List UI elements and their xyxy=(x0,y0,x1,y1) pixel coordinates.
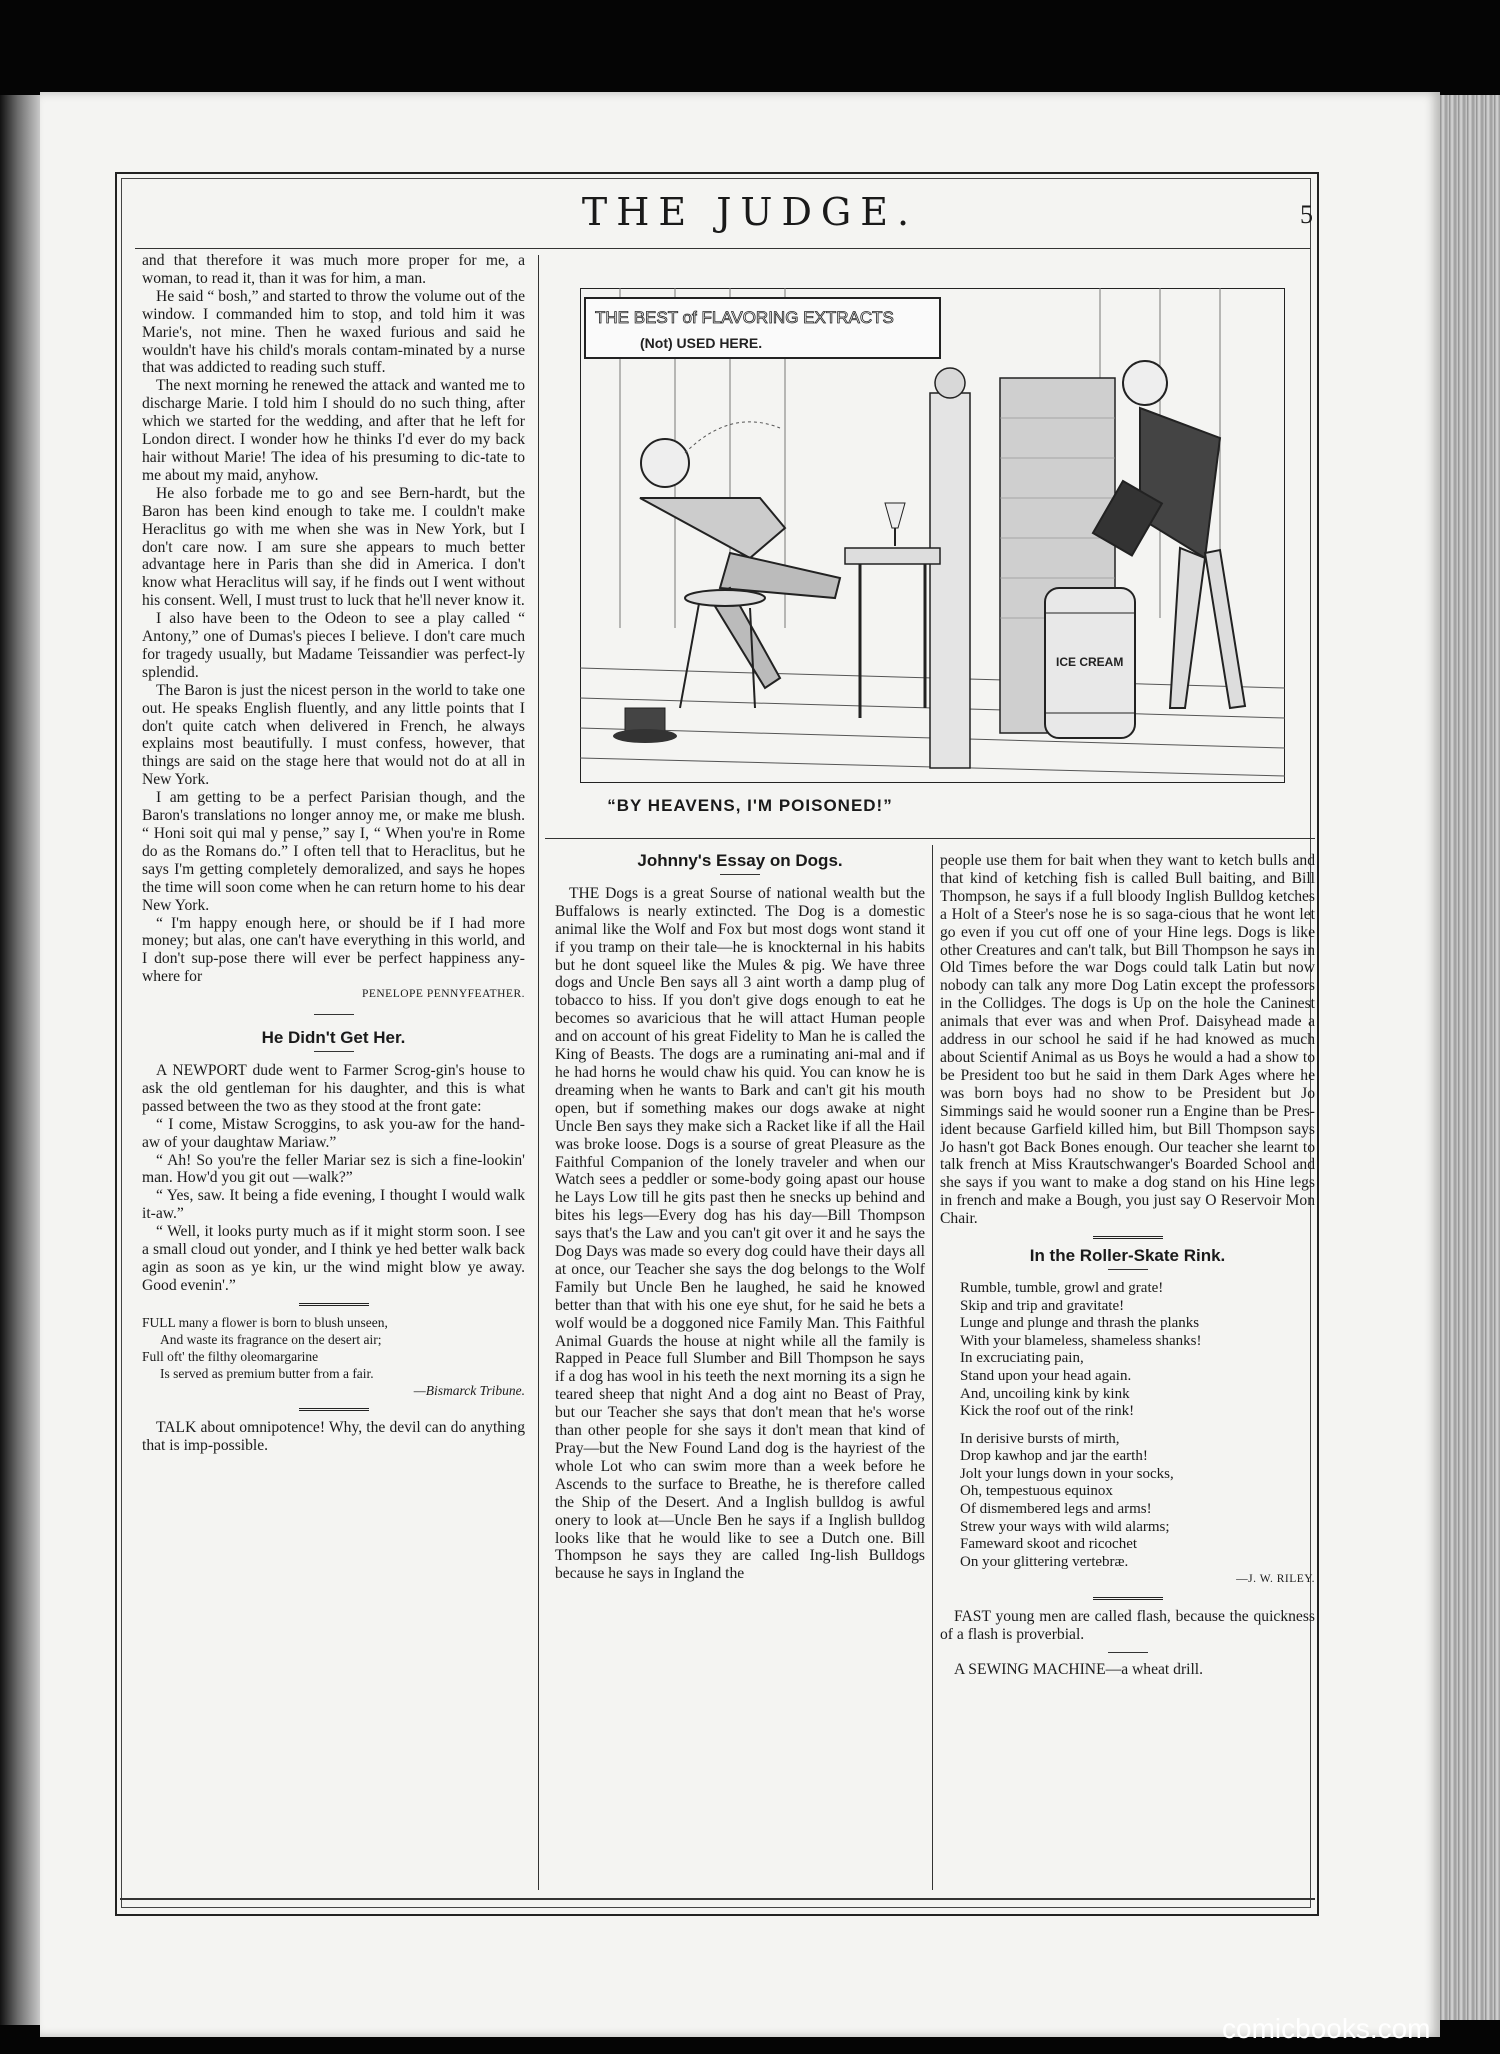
poem-line: Of dismembered legs and arms! xyxy=(960,1501,1152,1518)
poem-line: In derisive bursts of mirth, xyxy=(960,1430,1120,1447)
masthead-title: THE JUDGE. xyxy=(581,190,919,234)
verse-line: FULL many a flower is born to blush unseen, xyxy=(142,1314,388,1330)
col1-paragraph: I am getting to be a perfect Parisian though, and the Baron's translations no longer annoy me, or make me blush. “ Honi soit qui mal y pense,” say I, “ When you're in Rome do as the Romans do.” I often tell that to Heraclitus, but he says I'm getting completely demoralized, and says he hopes the time will soon come when he can return home to his dear New York. xyxy=(142,789,525,914)
column-1 xyxy=(142,252,525,1454)
watermark-text: comicbooks.com xyxy=(1222,2013,1431,2044)
double-rule xyxy=(299,1303,369,1306)
short-rule xyxy=(1108,1269,1148,1270)
signature: PENELOPE PENNYFEATHER. xyxy=(361,988,525,1001)
short-rule xyxy=(1108,1652,1148,1653)
story-paragraph: A NEWPORT dude went to Farmer Scrog-gin's house to ask the old gentleman for his daughter, and this is what passed between the two as they stood at the front gate: xyxy=(142,1061,525,1115)
short-rule xyxy=(314,1014,354,1015)
heading-he-didnt-get-her: He Didn't Get Her. xyxy=(261,1028,406,1048)
heading-johnnys-essay: Johnny's Essay on Dogs. xyxy=(637,851,843,870)
verse-block xyxy=(142,1314,525,1382)
poem-line: On your glittering vertebræ. xyxy=(960,1553,1129,1570)
page-stack-edge xyxy=(1440,95,1500,2020)
col1-paragraph: He also forbade me to go and see Bern-hardt, but the Baron has been kind enough to take me. I couldn't make Heraclitus go with me when she was in New York, but I don't care now. I am sure she appears to much better advantage here in Paris than she did in America. I don't know what Heraclitus will say, if he finds out I went without his consent. Well, I must trust to luck that he'll never know it. xyxy=(142,484,525,610)
illustration-bottom-rule xyxy=(545,838,1315,839)
poem-line: And, uncoiling kink by kink xyxy=(960,1385,1130,1402)
col1-paragraph: The next morning he renewed the attack and wanted me to discharge Marie. I told him I should do no such thing, after which we started for the wedding, and after that he left for London direct. I wonder how he thinks I'd ever do my back hair without Marie! The idea of his presuming to dic-tate to me about my maid, anyhow. xyxy=(142,377,525,484)
illustration-caption: “BY HEAVENS, I'M POISONED!” xyxy=(607,796,893,815)
poem-line: Fameward skoot and ricochet xyxy=(960,1536,1138,1553)
sign-text-line1: THE BEST of FLAVORING EXTRACTS xyxy=(595,308,894,327)
short-rule xyxy=(314,1051,354,1052)
poem-line: With your blameless, shameless shanks! xyxy=(960,1332,1202,1349)
poem-line: Lunge and plunge and thrash the planks xyxy=(960,1315,1200,1332)
column-2 xyxy=(555,852,925,1583)
col1-paragraph: “ I'm happy enough here, or should be if I had more money; but alas, one can't have everything in this world, and I don't sup-pose there will ever be perfect happiness any-where for xyxy=(142,914,525,986)
sign-text-line2: (Not) USED HERE. xyxy=(640,335,763,351)
story-paragraph: “ I come, Mistaw Scroggins, to ask you-aw for the hand-aw of your daughtaw Mariaw.” xyxy=(142,1115,525,1151)
cartoon-illustration xyxy=(580,288,1285,783)
page-number: 5 xyxy=(1300,200,1313,229)
col1-paragraph: The Baron is just the nicest person in the world to take one out. He speaks English fluently, and any little points that I don't quite catch when delivered in French, he always explains most beautifully. I must confess, however, that things are said on the stage here that would not do at all in New York. xyxy=(142,681,525,789)
poem-line: In excruciating pain, xyxy=(960,1350,1084,1367)
double-rule xyxy=(1093,1597,1163,1600)
poem-stanza-1 xyxy=(940,1280,1315,1421)
double-rule xyxy=(299,1408,369,1411)
short-rule xyxy=(720,874,760,875)
story-paragraph: “ Well, it looks purty much as if it might storm soon. I see a small cloud out yonder, and I think ye hed better walk back agin as soon as ye kin, ur the wind might blow ye away. Good evenin'.” xyxy=(142,1223,525,1294)
poem-line: Skip and trip and gravitate! xyxy=(960,1297,1125,1314)
col1-paragraph: I also have been to the Odeon to see a play called “ Antony,” one of Dumas's pieces I believe. I don't care much for tragedy usually, but Madame Teissandier was perfect-ly splendid. xyxy=(142,610,525,681)
poem-line: Jolt your lungs down in your socks, xyxy=(960,1465,1174,1482)
poem-line: Kick the roof out of the rink! xyxy=(960,1403,1135,1420)
column-divider xyxy=(538,255,539,1890)
poem-credit: —J. W. RILEY. xyxy=(1236,1573,1315,1586)
col1-paragraph: and that therefore it was much more proper for me, a woman, to read it, than it was for him, a man. xyxy=(142,252,525,287)
poem-stanza-2 xyxy=(940,1431,1315,1572)
heading-roller-skate-rink: In the Roller-Skate Rink. xyxy=(1029,1246,1226,1266)
story-paragraph: “ Ah! So you're the feller Mariar sez is sich a fine-lookin' man. How'd you git out —walk?” xyxy=(142,1151,525,1187)
col1-paragraph: He said “ bosh,” and started to throw the volume out of the window. I commanded him to stop, and told him it was Marie's, not mine. Then he waxed furious and said he wouldn't have his child's morals contam-minated by a nurse that was addicted to reading such stuff. xyxy=(142,287,525,377)
column-divider xyxy=(932,845,933,1890)
book-left-edge xyxy=(0,95,40,2025)
joke-paragraph: FAST young men are called flash, because the quickness of a flash is proverbial. xyxy=(940,1608,1315,1644)
masthead-rule xyxy=(135,248,1310,249)
poem-line: Oh, tempestuous equinox xyxy=(960,1483,1113,1500)
poem-line: Strew your ways with wild alarms; xyxy=(960,1518,1170,1535)
poem-line: Rumble, tumble, growl and grate! xyxy=(960,1279,1164,1296)
page-bottom-rule xyxy=(120,1898,1315,1900)
verse-credit: —Bismarck Tribune. xyxy=(413,1382,525,1398)
poem-line: Stand upon your head again. xyxy=(960,1367,1132,1384)
essay-text: THE Dogs is a great Sourse of national wealth but the Buffalows is nearly extincted. The Dog is a domestic animal like the Wolf and Fox but most dogs wont stand it if you tramp on their tale—he is knockternal in his habits but he dont squeel like the Mules & pig. We have three dogs and Uncle Ben says all 3 aint worth a damp plug of tobacco to hiss. If you don't give dogs enough to eat he becomes so avaricious that he will attact Human people and on account of his great Fidelity to Man he is called the King of Beasts. The dogs are a ruminating ani-mal and if he had horns he would chaw his quid. You can know he is dreaming when he wants to Bark and can't git his mouth open, but if something makes our dogs awake at night Uncle Ben says they make sich a Racket like if all the Hail was broke loose. Dogs is a sourse of great Pleasure as the Faithful Companion of the lonely traveler and when our Watch sees a peddler or some-body going apast our house he Lays Low till he gits past then he snecks up behind and bites his legs—Every dog has his day—Bill Thompson says that's the Law and you can't git over it and he says the Dog Days was made so every dog could have their days all at once, our Teacher she says the dog belongs to the Wolf Family but Uncle Ben he laughed, he said he knowed better than that with his one eye shut, for he said he bets a wolf would be a doggoned nice Family Man. This Faithful Animal Guards the house at night while all the family is Rapped in Peace full Slumber and Bill Thompson he says if a dog has wool in his teeth the next morning its a sign he teared sheep that night And a dog aint no Beast of Pray, but our Teacher she says that don't mean that he's worse than other people for she says it don't mean that kind of Pray—but the New Found Land dog is the hayriest of the whole Lot who can swim more than a week before he Ascends to the surface to Breathe, he is therefore called the Ship of the Desert. And a Inglish bulldog is awful onery to look at—Uncle Ben he says if a Inglish bulldog looks like that he would like to see a Dutch one. Bill Thompson he says they are called Ing-lish Bulldogs because he says in Ingland the xyxy=(555,884,925,1583)
column-3 xyxy=(940,852,1315,1679)
barrel-label: ICE CREAM xyxy=(1056,655,1124,669)
poem-line: Drop kawhop and jar the earth! xyxy=(960,1448,1148,1465)
essay-continuation: people use them for bait when they want to ketch bulls and that kind of ketching fish is called Bull baiting, and Bill Thompson, he says if a full bloody Inglish Bulldog ketches a Holt of a Steer's nose he is so saga-cious that he wont let go even if you cut off one of your Hine legs. Dogs is like other Creatures and can't talk, but Bill Thompson he says in Old Times before the war Dogs could talk Latin but now nobody can talk any more Dog Latin except the professors in the Collidges. The dogs is Up on the hole the Caninest animals that ever was and when Prof. Daisyhead made a address in our school he said if he had knowed as much about Scientif Animal as us Boys he would a had a show to be President too but he said in them Dark Ages where he was born boys had no show to be President but Jo Simmings said he would sooner run a Engine than be Pres-ident because Garfield killed him, but Bill Thompson says Jo hasn't got Back Bones enough. Our teacher she learnt to talk french at Miss Krautschwanger's Boarded School and she says if you want to make a dog stand on his Hine legs in french and make a Bough, you just say O Reservoir Mon Chair. xyxy=(940,852,1315,1228)
verse-line: Full oft' the filthy oleomargarine xyxy=(142,1348,319,1364)
closing-paragraph: TALK about omnipotence! Why, the devil can do anything that is imp-possible. xyxy=(142,1418,525,1454)
story-paragraph: “ Yes, saw. It being a fide evening, I thought I would walk it-aw.” xyxy=(142,1187,525,1223)
double-rule xyxy=(1093,1236,1163,1239)
verse-line: And waste its fragrance on the desert air; xyxy=(160,1331,382,1347)
joke-paragraph: A SEWING MACHINE—a wheat drill. xyxy=(954,1661,1204,1679)
verse-line: Is served as premium butter from a fair. xyxy=(160,1365,374,1381)
